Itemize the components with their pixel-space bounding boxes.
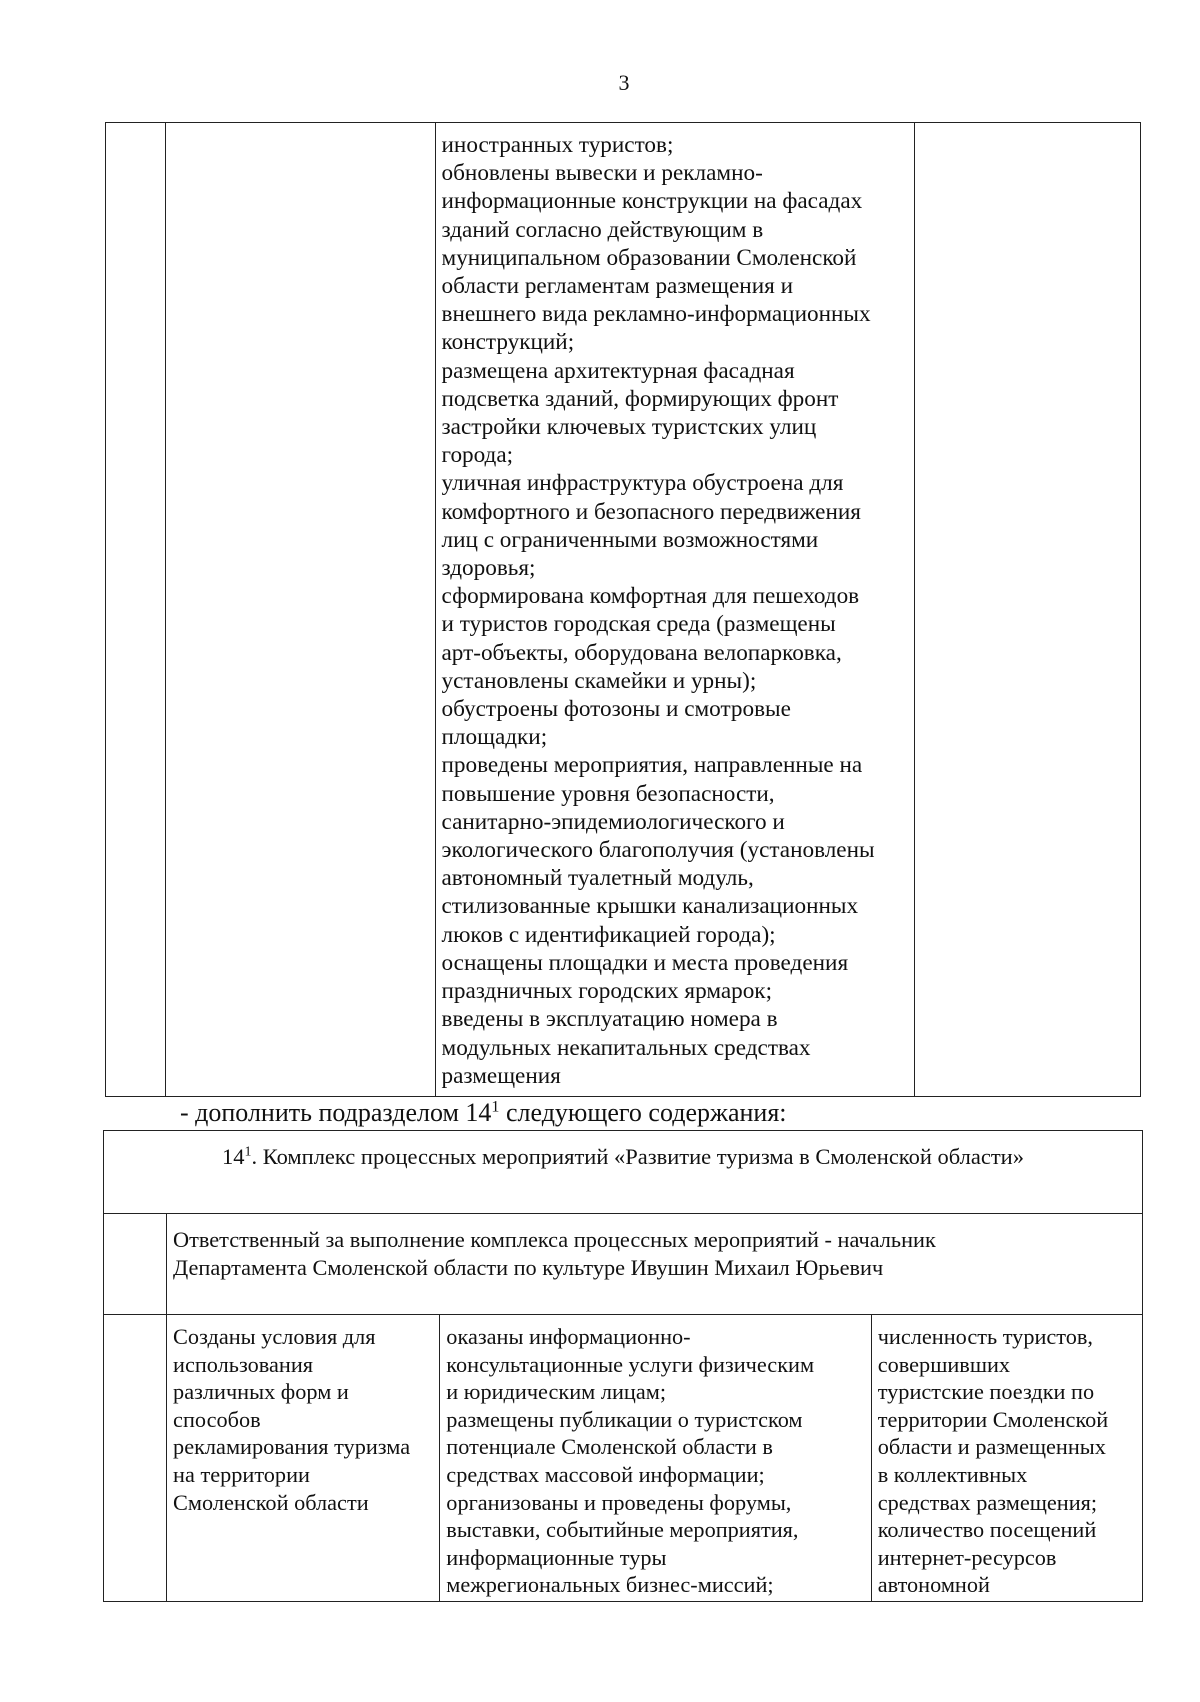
text-line: совершивших: [877, 1351, 1011, 1377]
responsible-person: [167, 1214, 1143, 1315]
text-line: лиц с ограниченными возможностями: [441, 526, 819, 553]
table-subsection: [103, 1130, 1143, 1602]
text-line: туристские поездки по: [877, 1379, 1095, 1405]
text-line: здоровья;: [441, 555, 536, 582]
table-cell-number: [106, 123, 166, 1097]
text-line: оказаны информационно-: [446, 1324, 691, 1349]
text-line: уличная инфраструктура обустроена для: [441, 470, 844, 497]
amendment-intro: [180, 1098, 787, 1128]
text-line: введены в эксплуатацию номера в: [441, 1006, 778, 1033]
text-line: установлены скамейки и урны);: [441, 667, 757, 694]
text-line: модульных некапитальных средствах: [441, 1034, 811, 1061]
table-cell-indicators: [915, 123, 1141, 1097]
text-line: стилизованные крышки канализационных: [441, 893, 859, 920]
text-line: средствах массовой информации;: [446, 1461, 765, 1487]
text-line: Департамента Смоленской области по культуре Ивушин Михаил Юрьевич: [173, 1254, 884, 1280]
table-cell-number: [104, 1315, 167, 1602]
text-line: потенциале Смоленской области в: [446, 1434, 773, 1460]
heading-superscript: 1: [244, 1144, 252, 1160]
text-line: площадки;: [441, 724, 548, 751]
text-line: области и размещенных: [877, 1434, 1106, 1460]
table-cell-number: [104, 1214, 167, 1315]
table-cell-results: [435, 123, 915, 1097]
text-line: застройки ключевых туристских улиц: [441, 414, 817, 441]
text-line: размещения: [441, 1062, 561, 1089]
text-line: различных форм и: [173, 1379, 349, 1405]
table-cell-results: [440, 1315, 871, 1602]
text-line: информационные конструкции на фасадах: [441, 188, 863, 215]
intro-superscript: 1: [491, 1098, 500, 1116]
text-line: зданий согласно действующим в: [441, 216, 764, 243]
text-line: Смоленской области: [173, 1489, 369, 1515]
text-line: праздничных городских ярмарок;: [441, 978, 773, 1005]
text-line: размещена архитектурная фасадная: [441, 357, 795, 384]
text-line: автономной: [877, 1572, 990, 1598]
text-line: в коллективных: [877, 1461, 1028, 1487]
text-line: экологического благополучия (установлены: [441, 837, 875, 864]
text-line: сформирована комфортная для пешеходов: [441, 583, 860, 610]
text-line: муниципальном образовании Смоленской: [441, 244, 857, 271]
text-line: и юридическим лицам;: [446, 1379, 667, 1405]
text-line: средствах размещения;: [877, 1489, 1098, 1515]
text-line: повышение уровня безопасности,: [441, 780, 775, 807]
text-line: консультационные услуги физическим: [446, 1351, 815, 1377]
table-cell-task: [167, 1315, 440, 1602]
text-line: люков с идентификацией города);: [441, 921, 776, 948]
text-line: обустроены фотозоны и смотровые: [441, 696, 791, 723]
text-line: Ответственный за выполнение комплекса процессных мероприятий - начальник: [173, 1227, 936, 1252]
table-cell-indicators: [871, 1315, 1142, 1602]
text-line: области регламентам размещения и: [441, 273, 793, 300]
text-line: комфортного и безопасного передвижения: [441, 498, 861, 525]
text-line: внешнего вида рекламно-информационных: [441, 301, 871, 328]
subsection-heading: [104, 1131, 1143, 1214]
intro-text-end: следующего содержания:: [499, 1098, 787, 1127]
text-line: размещены публикации о туристском: [446, 1406, 803, 1432]
text-line: иностранных туристов;: [441, 132, 674, 158]
text-line: арт-объекты, оборудована велопарковка,: [441, 639, 842, 666]
text-line: проведены мероприятия, направленные на: [441, 752, 863, 779]
text-line: оснащены площадки и места проведения: [441, 949, 849, 976]
text-line: организованы и проведены форумы,: [446, 1489, 792, 1515]
text-line: использования: [173, 1351, 314, 1377]
text-line: территории Смоленской: [877, 1406, 1109, 1432]
text-line: рекламирования туризма: [173, 1434, 411, 1460]
text-line: автономный туалетный модуль,: [441, 865, 754, 892]
text-line: на территории: [173, 1461, 310, 1487]
text-line: информационные туры: [446, 1544, 667, 1570]
text-line: способов: [173, 1406, 261, 1432]
text-line: количество посещений: [877, 1517, 1097, 1543]
text-line: города;: [441, 442, 514, 469]
intro-text: - дополнить подразделом 14: [180, 1098, 492, 1127]
text-line: численность туристов,: [877, 1324, 1093, 1349]
text-line: Созданы условия для: [173, 1324, 376, 1349]
table-continuation: [105, 122, 1141, 1097]
text-line: межрегиональных бизнес-миссий;: [446, 1572, 774, 1598]
text-line: конструкций;: [441, 329, 575, 356]
text-line: выставки, событийные мероприятия,: [446, 1517, 799, 1543]
table-cell-task: [166, 123, 435, 1097]
text-line: подсветка зданий, формирующих фронт: [441, 385, 839, 412]
text-line: обновлены вывески и рекламно-: [441, 160, 763, 187]
heading-number: 14: [222, 1144, 245, 1169]
text-line: интернет-ресурсов: [877, 1544, 1057, 1570]
text-line: и туристов городская среда (размещены: [441, 611, 836, 638]
heading-text: . Комплекс процессных мероприятий «Развитие туризма в Смоленской области»: [251, 1144, 1024, 1169]
text-line: санитарно-эпидемиологического и: [441, 808, 785, 835]
page-number: 3: [618, 70, 630, 95]
